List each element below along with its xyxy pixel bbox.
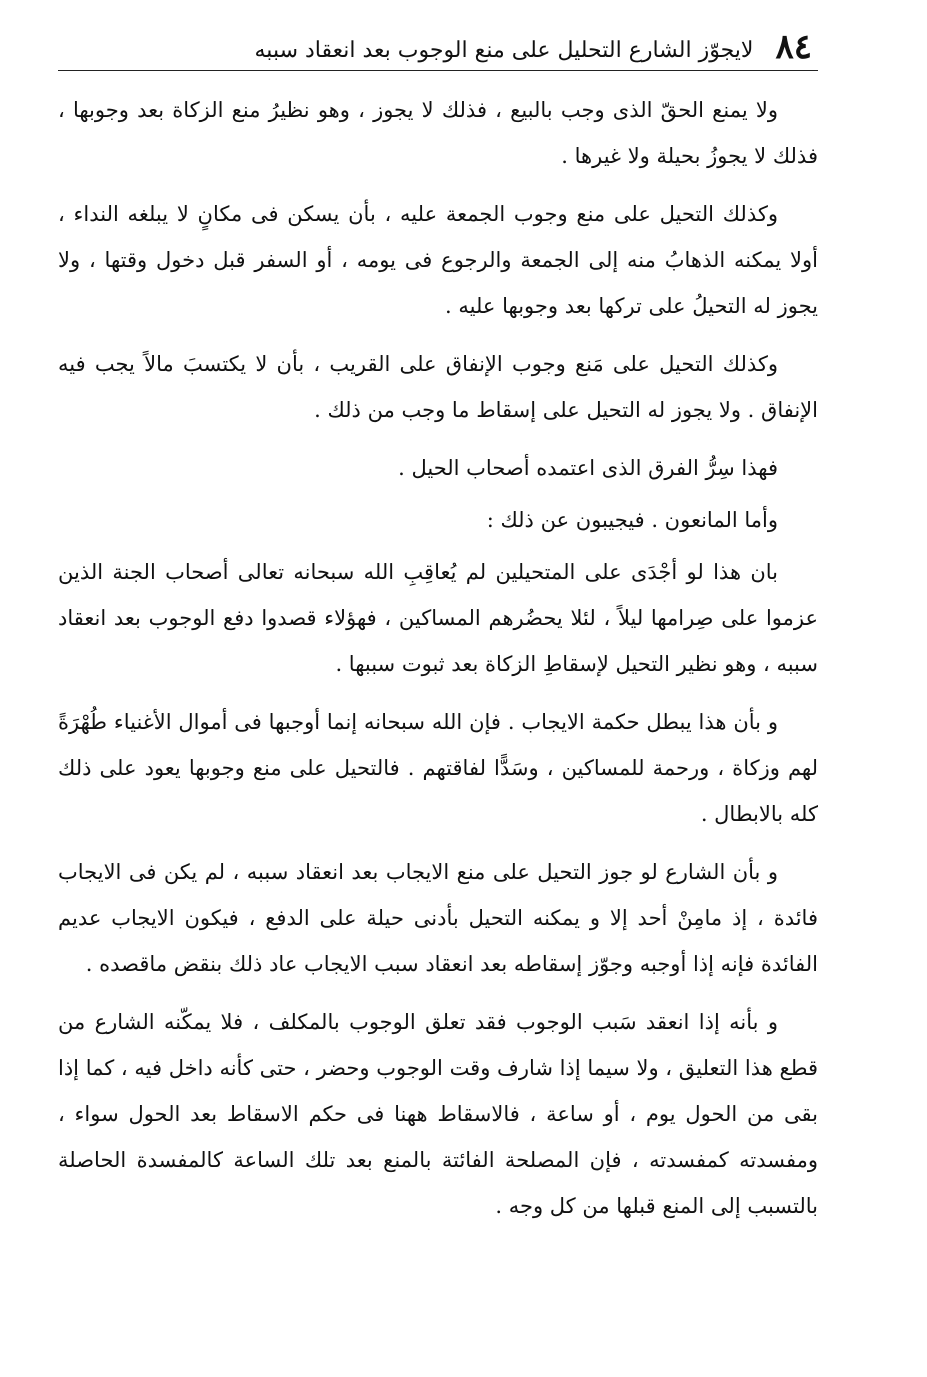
paragraph: فهذا سِرُّ الفرق الذى اعتمده أصحاب الحيل . [398,456,778,480]
paragraph: و بأنه إذا انعقد سَبب الوجوب فقد تعلق الوجوب بالمكلف ، فلا يمكّنه الشارع من قطع هذا التعليق ، ولا سيما إذا شارف وقت الوجوب وحضر ، حتى كأنه داخل فيه ، كما إذا بقى من الحول يوم ، أو ساعة ، فالاسقاط ههنا فى حكم الاسقاط بعد الحول سواء ، ومفسدته كمفسدته ، فإن المصلحة الفائتة بالمنع بعد تلك الساعة كالمفسدة الحاصلة بالتسبب إلى المنع قبلها من كل وجه . [58,1010,818,1218]
paragraph: و بأن هذا يبطل حكمة الايجاب . فإن الله سبحانه إنما أوجبها فى أموال الأغنياء طُهْرَةً لهم وزكاة ، ورحمة للمساكين ، وسَدًّا لفاقتهم . فالتحيل على منع وجوبها يعود على ذلك كله بالابطال . [58,710,818,826]
body-text [58,87,818,1229]
paragraph: و بأن الشارع لو جوز التحيل على منع الايجاب بعد انعقاد سببه ، لم يكن فى الايجاب فائدة ، إذ مامِنْ أحد إلا و يمكنه التحيل بأدنى حيلة على الدفع ، فيكون الايجاب عديم الفائدة فإنه إذا أوجبه وجوّز إسقاطه بعد انعقاد سبب الايجاب عاد ذلك بنقض ماقصده . [58,860,818,976]
paragraph: وأما المانعون . فيجيبون عن ذلك : [486,508,778,532]
page-number: ٨٤ [775,27,812,67]
running-header [58,18,818,71]
paragraph: وكذلك التحيل على منع وجوب الجمعة عليه ، بأن يسكن فى مكانٍ لا يبلغه النداء ، أولا يمكنه الذهابُ منه إلى الجمعة والرجوع فى يومه ، أو السفر قبل دخول وقتها ، ولا يجوز له التحيلُ على تركها بعد وجوبها عليه . [58,202,818,318]
paragraph: ولا يمنع الحقّ الذى وجب بالبيع ، فذلك لا يجوز ، وهو نظيرُ منع الزكاة بعد وجوبها ، فذلك لا يجوزُ بحيلة ولا غيرها . [58,98,818,168]
paragraph: وكذلك التحيل على مَنع وجوب الإنفاق على القريب ، بأن لا يكتسبَ مالاً يجب فيه الإنفاق . ولا يجوز له التحيل على إسقاط ما وجب من ذلك . [58,352,818,422]
book-page [58,18,818,1358]
running-title: لايجوّز الشارع التحليل على منع الوجوب بعد انعقاد سببه [254,37,754,63]
paragraph: بان هذا لو أجْدَى على المتحيلين لم يُعاقِبِ الله سبحانه تعالى أصحاب الجنة الذين عزموا على صِرامها ليلاً ، لئلا يحضُرهم المساكين ، فهؤلاء قصدوا دفع الوجوب بعد انعقاد سببه ، وهو نظير التحيل لإسقاطِ الزكاة بعد ثبوت سببها . [58,560,818,676]
